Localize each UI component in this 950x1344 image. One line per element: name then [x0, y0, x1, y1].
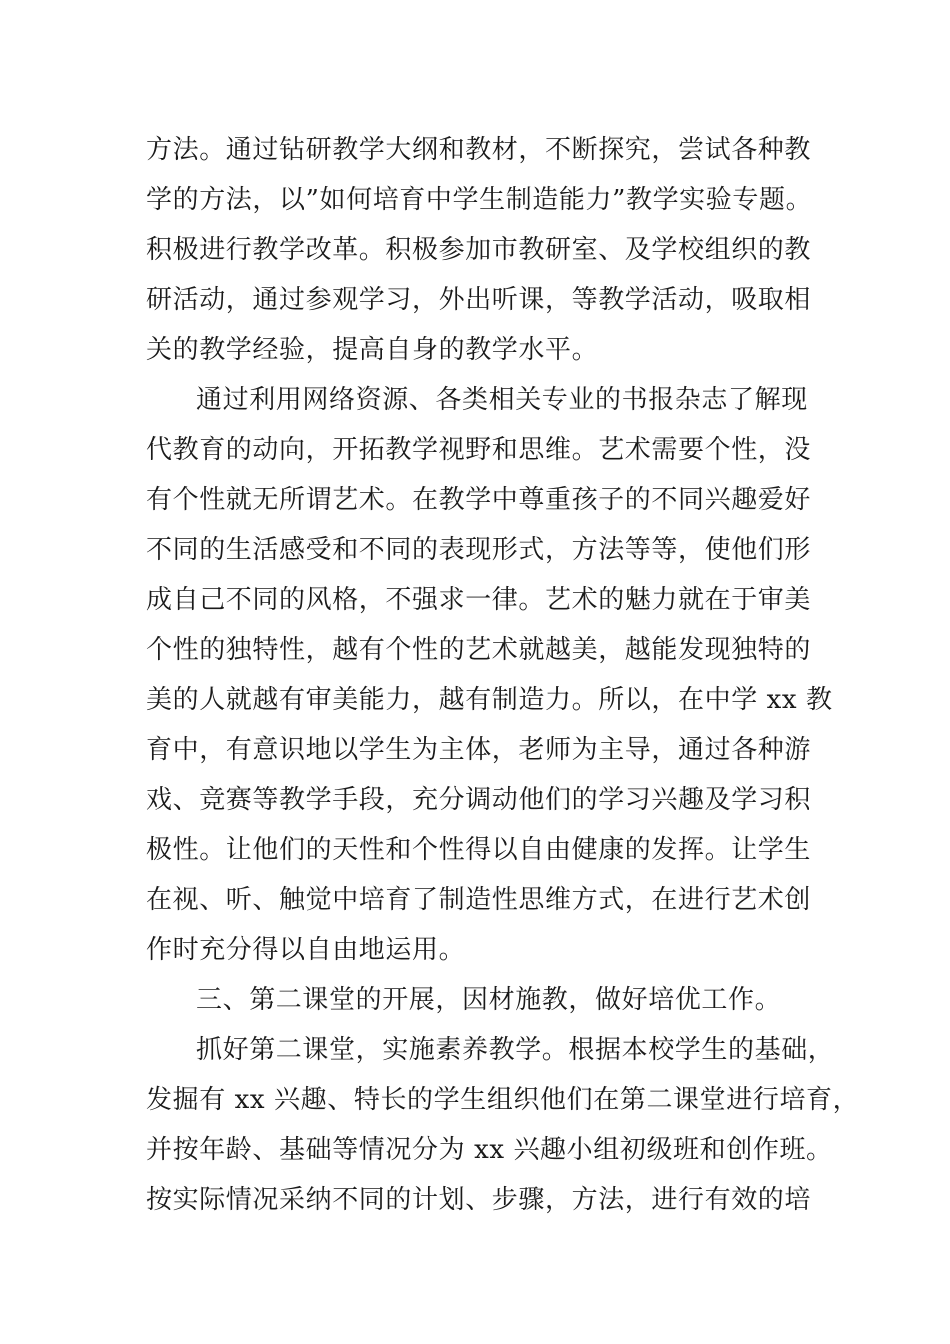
text-line: 个性的独特性，越有个性的艺术就越美，越能发现独特的 — [146, 635, 812, 665]
text-line: 有个性就无所谓艺术。在教学中尊重孩子的不同兴趣爱好 — [146, 485, 812, 515]
text-line: 并按年龄、基础等情况分为 xx 兴趣小组初级班和创作班。 — [146, 1135, 833, 1165]
paragraph-start-line: 抓好第二课堂，实施素养教学。根据本校学生的基础， — [196, 1035, 835, 1065]
paragraph-start-line: 通过利用网络资源、各类相关专业的书报杂志了解现 — [196, 385, 808, 415]
section-heading: 三、第二课堂的开展，因材施教，做好培优工作。 — [196, 985, 782, 1015]
text-line: 发掘有 xx 兴趣、特长的学生组织他们在第二课堂进行培育， — [146, 1085, 860, 1115]
text-line: 极性。让他们的天性和个性得以自由健康的发挥。让学生 — [146, 835, 812, 865]
text-line: 积极进行教学改革。积极参加市教研室、及学校组织的教 — [146, 235, 812, 265]
text-line: 方法。通过钻研教学大纲和教材，不断探究，尝试各种教 — [146, 135, 812, 165]
text-line: 按实际情况采纳不同的计划、步骤，方法，进行有效的培 — [146, 1185, 812, 1215]
text-line: 美的人就越有审美能力，越有制造力。所以，在中学 xx 教 — [146, 685, 833, 715]
text-line: 研活动，通过参观学习，外出听课，等教学活动，吸取相 — [146, 285, 812, 315]
text-line: 作时充分得以自由地运用。 — [146, 935, 466, 965]
text-line: 戏、竞赛等教学手段，充分调动他们的学习兴趣及学习积 — [146, 785, 812, 815]
text-line: 学的方法，以”如何培育中学生制造能力”教学实验专题。 — [146, 185, 813, 215]
text-line: 代教育的动向，开拓教学视野和思维。艺术需要个性，没 — [146, 435, 812, 465]
text-line: 关的教学经验，提高自身的教学水平。 — [146, 335, 599, 365]
text-line: 育中，有意识地以学生为主体，老师为主导，通过各种游 — [146, 735, 812, 765]
text-line: 不同的生活感受和不同的表现形式，方法等等，使他们形 — [146, 535, 812, 565]
text-line: 在视、听、触觉中培育了制造性思维方式，在进行艺术创 — [146, 885, 812, 915]
text-line: 成自己不同的风格，不强求一律。艺术的魅力就在于审美 — [146, 585, 812, 615]
